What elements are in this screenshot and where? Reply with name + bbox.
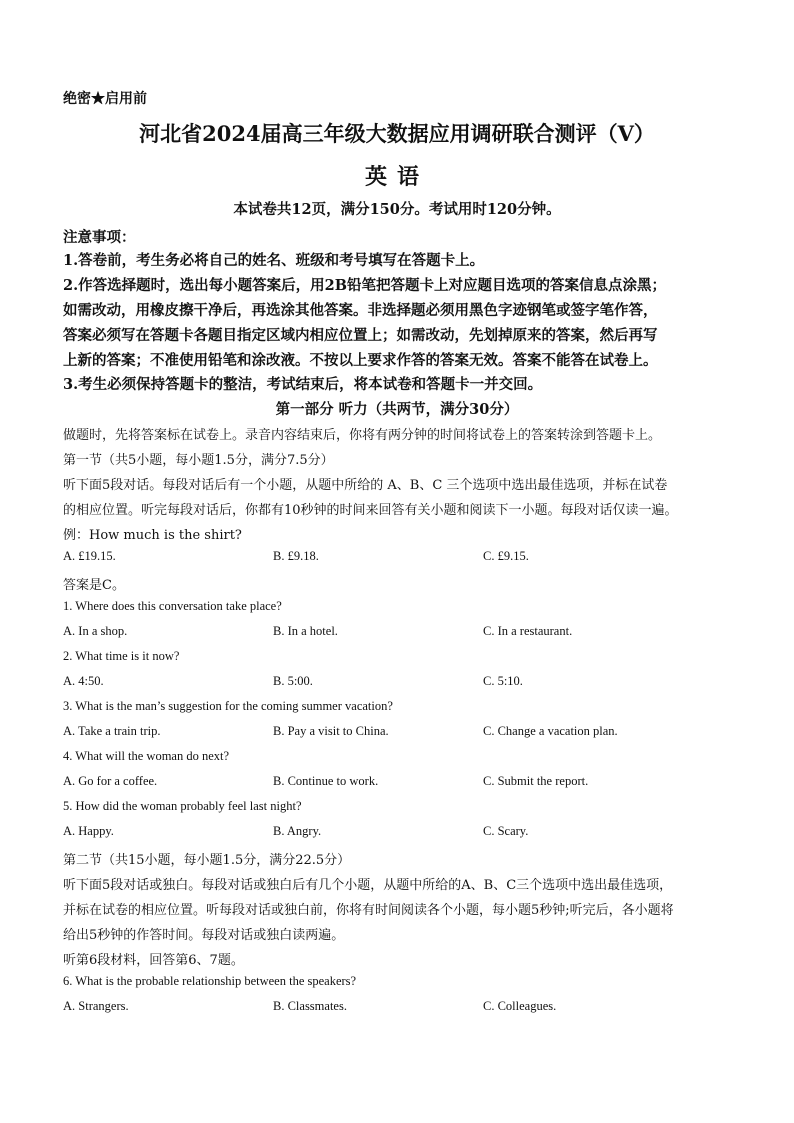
q6-option-c: C. Colleagues. (483, 999, 557, 1013)
exam-meta: 本试卷共12页，满分150分。考试用时120分钟。 (233, 201, 561, 218)
notice-line: 上新的答案；不准使用铅笔和涂改液。不按以上要求作答的答案无效。答案不能答在试卷上。 (63, 352, 658, 369)
section1-instruction: 听下面5段对话。每段对话后有一个小题，从题中所给的 A、B、C 三个选项中选出最佳选项，并标在试卷 (63, 478, 668, 493)
q5-option-b: B. Angry. (273, 824, 322, 838)
section2-heading: 第二节（共15小题，每小题1.5分，满分22.5分） (63, 853, 351, 868)
notice-line: 1.答卷前，考生务必将自己的姓名、班级和考号填写在答题卡上。 (63, 252, 485, 269)
question-6: 6. What is the probable relationship between the speakers? (63, 974, 357, 988)
q2-option-b: B. 5:00. (273, 674, 313, 688)
section1-heading: 第一节（共5小题，每小题1.5分，满分7.5分） (63, 453, 334, 468)
q1-option-b: B. In a hotel. (273, 624, 338, 638)
subject-title: 英语 (364, 164, 429, 190)
question-4: 4. What will the woman do next? (63, 749, 230, 763)
question-3: 3. What is the man’s suggestion for the coming summer vacation? (63, 699, 393, 713)
exam-title: 河北省2024届高三年级大数据应用调研联合测评（V） (139, 121, 655, 146)
notice-line: 2.作答选择题时，选出每小题答案后，用2B铅笔把答题卡上对应题目选项的答案信息点涂黑； (63, 277, 666, 294)
part1-intro: 做题时，先将答案标在试卷上。录音内容结束后，你将有两分钟的时间将试卷上的答案转涂到答题卡上。 (63, 428, 662, 443)
section2-instruction: 听下面5段对话或独白。每段对话或独白后有几个小题，从题中所给的A、B、C三个选项中选出最佳选项， (63, 878, 673, 893)
example-answer: 答案是C。 (63, 578, 125, 593)
question-2: 2. What time is it now? (63, 649, 180, 663)
q2-option-c: C. 5:10. (483, 674, 523, 688)
q1-option-a: A. In a shop. (63, 624, 128, 638)
q3-option-a: A. Take a train trip. (63, 724, 161, 738)
q4-option-a: A. Go for a coffee. (63, 774, 158, 788)
section1-instruction: 的相应位置。听完每段对话后，你都有10秒钟的时间来回答有关小题和阅读下一小题。每段对话仅读一遍。 (63, 503, 678, 518)
section2-instruction: 并标在试卷的相应位置。听每段对话或独白前，你将有时间阅读各个小题，每小题5秒钟;听完后，各小题将 (63, 903, 674, 918)
q4-option-c: C. Submit the report. (483, 774, 589, 788)
q6-option-b: B. Classmates. (273, 999, 347, 1013)
example-question: 例：How much is the shirt? (63, 528, 242, 543)
section2-instruction: 给出5秒钟的作答时间。每段对话或独白读两遍。 (63, 928, 345, 943)
example-option-b: B. £9.18. (273, 549, 319, 563)
q5-option-c: C. Scary. (483, 824, 529, 838)
notice-line: 3.考生必须保持答题卡的整洁，考试结束后，将本试卷和答题卡一并交回。 (63, 376, 543, 393)
q1-option-c: C. In a restaurant. (483, 624, 573, 638)
q5-option-a: A. Happy. (63, 824, 114, 838)
notice-heading: 注意事项： (63, 229, 136, 246)
example-option-c: C. £9.15. (483, 549, 529, 563)
q4-option-b: B. Continue to work. (273, 774, 379, 788)
notice-line: 答案必须写在答题卡各题目指定区域内相应位置上；如需改动，先划掉原来的答案，然后再写 (63, 327, 658, 344)
confidential-label: 绝密★启用前 (63, 91, 147, 107)
question-1: 1. Where does this conversation take place? (63, 599, 282, 613)
q2-option-a: A. 4:50. (63, 674, 104, 688)
part1-heading: 第一部分 听力（共两节，满分30分） (275, 401, 519, 418)
q3-option-c: C. Change a vacation plan. (483, 724, 618, 738)
question-5: 5. How did the woman probably feel last night? (63, 799, 302, 813)
q3-option-b: B. Pay a visit to China. (273, 724, 389, 738)
example-option-a: A. £19.15. (63, 549, 116, 563)
q6-option-a: A. Strangers. (63, 999, 129, 1013)
notice-line: 如需改动，用橡皮擦干净后，再选涂其他答案。非选择题必须用黑色字迹钢笔或签字笔作答， (63, 302, 658, 319)
material-6-heading: 听第6段材料，回答第6、7题。 (63, 953, 244, 968)
